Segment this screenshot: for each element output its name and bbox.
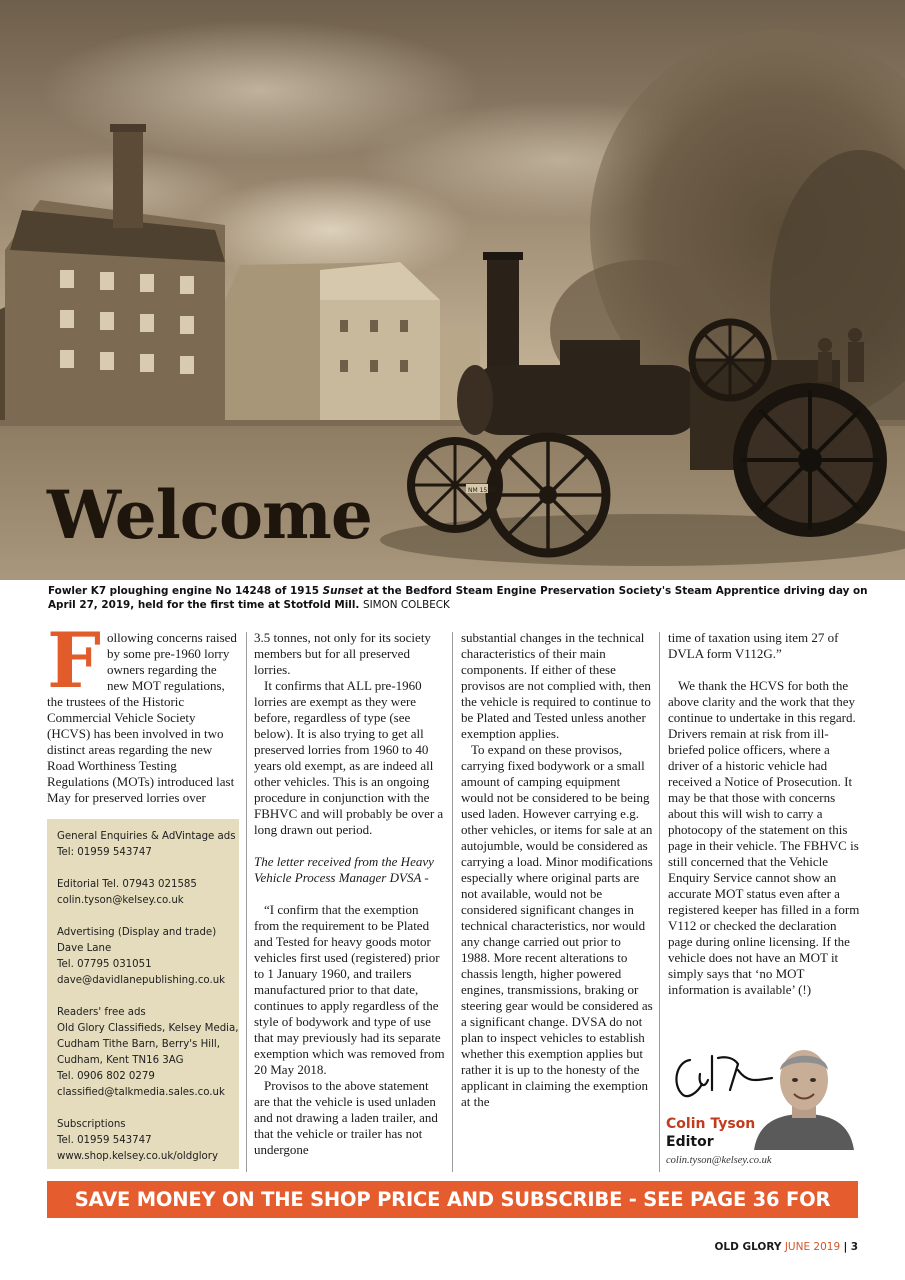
article-paragraph: substantial changes in the technical characteristics of their main components. If either of these provisos are not complied with, then the vehicle is required to continue to be Plated and Tested unless another exemption applies. — [461, 630, 651, 741]
subscribe-banner[interactable]: SAVE MONEY ON THE SHOP PRICE AND SUBSCRIBE - SEE PAGE 36 FOR DETAILS — [47, 1181, 858, 1218]
contact-subscriptions — [57, 1117, 229, 1165]
page-footer — [715, 1241, 859, 1253]
engine-plate: NM 1550 — [468, 487, 495, 494]
contact-line: Readers' free ads — [57, 1007, 146, 1018]
photo-caption — [48, 584, 868, 612]
article-paragraph: Provisos to the above statement are that the vehicle is used unladen and not drawing a laden trailer, and that the vehicle or trailer has not undergone — [254, 1078, 438, 1157]
contact-line: General Enquiries & AdVintage ads — [57, 831, 236, 842]
page-number: 3 — [850, 1241, 858, 1253]
contact-line: Tel: 01959 543747 — [57, 847, 152, 858]
contact-email[interactable]: classified@talkmedia.sales.co.uk — [57, 1087, 225, 1098]
editor-name: Colin Tyson — [666, 1116, 756, 1132]
footer-separator: | — [843, 1241, 848, 1253]
magazine-name: OLD GLORY — [714, 1241, 782, 1253]
article-column-3 — [461, 630, 653, 1110]
article-column-1 — [47, 616, 239, 806]
article-paragraph: “I confirm that the exemption from the requirement to be Plated and Tested for heavy goods motor vehicles first used (registered) prior to 1 January 1960, and trailers manufactured prior to that date, continues to apply regardless of the style of bodywork and type of use that may previously had its separate exemption which was removed from 20 May 2018. — [254, 902, 445, 1077]
contact-editorial — [57, 877, 229, 909]
contact-link[interactable]: www.shop.kelsey.co.uk/oldglory — [57, 1151, 218, 1162]
column-divider — [659, 632, 660, 1172]
issue-date: JUNE 2019 — [784, 1241, 841, 1253]
caption-engine-name: Sunset — [322, 585, 364, 597]
article-paragraph: 3.5 tonnes, not only for its society members but for all preserved lorries. — [254, 630, 431, 677]
contact-line: Cudham Tithe Barn, Berry's Hill, — [57, 1039, 220, 1050]
caption-text-start: Fowler K7 ploughing engine No 14248 of 1915 — [48, 585, 323, 597]
contact-line: Dave Lane — [57, 943, 112, 954]
contact-advertising — [57, 925, 229, 989]
contact-email[interactable]: colin.tyson@kelsey.co.uk — [57, 895, 184, 906]
article-column-2 — [254, 630, 446, 1158]
article-paragraph: time of taxation using item 27 of DVLA form V112G.” — [668, 630, 839, 661]
contact-line: Subscriptions — [57, 1119, 126, 1130]
contact-box — [47, 819, 239, 1169]
column-divider — [246, 632, 247, 1172]
contact-line: Cudham, Kent TN16 3AG — [57, 1055, 184, 1066]
article-paragraph: The letter received from the Heavy Vehicle Process Manager DVSA - — [254, 854, 434, 885]
article-paragraph: It confirms that ALL pre-1960 lorries are exempt as they were before, regardless of type (see below). It is also trying to get all preserved lorries from 1960 to 40 years old exempt, as are indeed all other vehicles. This is an ongoing procedure in conjunction with the FBHVC and will probably be over a long drawn out period. — [254, 678, 444, 837]
article-column-4 — [668, 630, 860, 998]
drop-cap: F — [47, 616, 101, 705]
contact-line: Tel. 0906 802 0279 — [57, 1071, 155, 1082]
contact-line: Tel. 07795 031051 — [57, 959, 152, 970]
editor-avatar — [750, 1040, 858, 1150]
article-paragraph: We thank the HCVS for both the above clarity and the work that they continue to undertake in this regard. Drivers remain at risk from ill-briefed police officers, where a driver of a historic vehicle had received a Notice of Prosecution. It may be that those with concerns about this will wish to carry a photocopy of the statement on this page in their vehicle. The FBHVC is still concerned that the Vehicle Enquiry Service cannot show an accurate MOT status even after a registered keeper has filled in a form V112 or checked the declaration page during online licensing. If the vehicle does not have an MOT it simply says that ‘no MOT information is available’ (!) — [668, 678, 860, 997]
contact-line: Editorial Tel. 07943 021585 — [57, 879, 197, 890]
contact-general — [57, 829, 236, 861]
editor-role: Editor — [666, 1134, 714, 1150]
contact-line: Old Glory Classifieds, Kelsey Media, — [57, 1023, 239, 1034]
contact-line: Tel. 01959 543747 — [57, 1135, 152, 1146]
photo-credit: SIMON COLBECK — [362, 599, 450, 611]
article-paragraph: ollowing concerns raised by some pre-1960 lorry owners regarding the new MOT regulations, the trustees of the Historic Commercial Vehicle Society (HCVS) has been involved in two distinct areas regarding the new Road Worthiness Testing Regulations (MOTs) introduced last May for preserved lorries over — [47, 630, 237, 805]
column-divider — [452, 632, 453, 1172]
page-title: Welcome — [47, 476, 372, 554]
hero-photo — [0, 0, 905, 580]
contact-readers-ads — [57, 1005, 239, 1101]
article-paragraph: To expand on these provisos, carrying fixed bodywork or a small amount of camping equipment would not be considered to be being used laden. However carrying e.g. other vehicles, or items for sale at an autojumble, would be considered as carrying a load. Minor modifications especially where original parts are not available, would not be considered significant changes in technical characteristics, nor would any change carried out prior to 1988. More recent alterations to chassis length, higher powered engines, transmissions, braking or steering gear would be considered as a significant change. DVSA do not plan to inspect vehicles to establish whether this exemption applies but rather it is up to the honesty of the applicant in claiming the exemption at the — [461, 742, 653, 1109]
contact-line: Advertising (Display and trade) — [57, 927, 217, 938]
editor-email[interactable]: colin.tyson@kelsey.co.uk — [666, 1155, 772, 1166]
caption-text-end: at the Bedford Steam Engine Preservation Society's Steam Apprentice driving day on April 27, 2019, held for the first time at Stotfold Mill. — [48, 585, 868, 611]
contact-email[interactable]: dave@davidlanepublishing.co.uk — [57, 975, 226, 986]
